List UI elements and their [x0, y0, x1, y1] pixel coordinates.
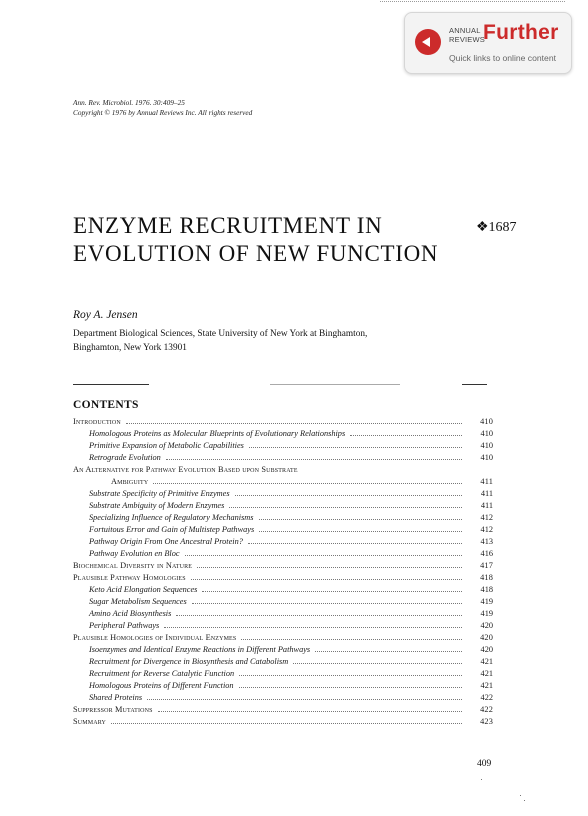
page-number: 409	[477, 759, 492, 769]
toc-entry-title: Keto Acid Elongation Sequences	[89, 585, 198, 594]
author-name: Roy A. Jensen	[73, 309, 138, 321]
toc-entry-title: Recruitment for Reverse Catalytic Function	[89, 669, 235, 678]
toc-entry-title: Introduction	[73, 417, 121, 426]
toc-entry[interactable]	[73, 512, 493, 524]
toc-entry-title: Primitive Expansion of Metabolic Capabilities	[89, 441, 244, 450]
play-arrow-icon	[415, 29, 441, 55]
toc-entry-page: 422	[480, 693, 493, 702]
toc-leader-dots	[185, 555, 462, 556]
toc-entry[interactable]	[73, 452, 493, 464]
toc-leader-dots	[259, 531, 462, 532]
toc-entry-page: 421	[480, 657, 493, 666]
toc-entry-page: 410	[480, 429, 493, 438]
toc-entry[interactable]	[73, 704, 493, 716]
toc-leader-dots	[249, 447, 462, 448]
toc-entry-page: 422	[480, 705, 493, 714]
print-speck	[520, 795, 521, 796]
toc-leader-dots	[229, 507, 462, 508]
toc-entry[interactable]	[73, 668, 493, 680]
toc-entry[interactable]	[73, 464, 493, 476]
toc-entry-title: Homologous Proteins as Molecular Blueprints of Evolutionary Relationships	[89, 429, 346, 438]
separator-rule	[73, 384, 149, 385]
toc-leader-dots	[176, 615, 462, 616]
toc-leader-dots	[197, 567, 462, 568]
copyright-line: Copyright © 1976 by Annual Reviews Inc. All rights reserved	[73, 108, 253, 117]
separator-rule	[270, 384, 400, 385]
toc-entry-title: Retrograde Evolution	[89, 453, 161, 462]
toc-leader-dots	[126, 423, 462, 424]
toc-leader-dots	[293, 663, 462, 664]
toc-leader-dots	[235, 495, 462, 496]
toc-entry-title: Homologous Proteins of Different Function	[89, 681, 234, 690]
toc-entry[interactable]	[73, 584, 493, 596]
toc-leader-dots	[192, 603, 462, 604]
toc-entry-title: Substrate Ambiguity of Modern Enzymes	[89, 501, 225, 510]
toc-leader-dots	[166, 459, 462, 460]
toc-entry[interactable]	[73, 632, 493, 644]
toc-leader-dots	[350, 435, 462, 436]
toc-entry-page: 418	[480, 573, 493, 582]
toc-entry-page: 416	[480, 549, 493, 558]
toc-entry-page: 419	[480, 597, 493, 606]
toc-entry[interactable]	[73, 644, 493, 656]
toc-entry-page: 412	[480, 513, 493, 522]
toc-entry-page: 421	[480, 669, 493, 678]
toc-entry-page: 411	[480, 477, 493, 486]
banner-tagline: Quick links to online content	[449, 53, 557, 63]
toc-leader-dots	[259, 519, 462, 520]
print-speck	[524, 800, 525, 801]
toc-entry-title: Amino Acid Biosynthesis	[89, 609, 172, 618]
toc-entry[interactable]	[73, 560, 493, 572]
toc-leader-dots	[241, 639, 462, 640]
toc-entry-title: Biochemical Diversity in Nature	[73, 561, 193, 570]
toc-entry[interactable]	[73, 488, 493, 500]
toc-entry-title: Fortuitous Error and Gain of Multistep Pathways	[89, 525, 255, 534]
toc-entry-page: 410	[480, 417, 493, 426]
toc-entry[interactable]	[73, 572, 493, 584]
toc-entry[interactable]	[73, 656, 493, 668]
toc-entry-title: Pathway Origin From One Ancestral Protein?	[89, 537, 243, 546]
banner-further-label: Further	[483, 21, 559, 44]
toc-entry-page: 420	[480, 633, 493, 642]
toc-entry[interactable]	[73, 596, 493, 608]
toc-entry[interactable]	[73, 476, 493, 488]
toc-entry-page: 411	[480, 489, 493, 498]
toc-entry-page: 421	[480, 681, 493, 690]
toc-leader-dots	[239, 687, 462, 688]
toc-entry[interactable]	[73, 428, 493, 440]
article-title: ENZYME RECRUITMENT IN EVOLUTION OF NEW FUNCTION	[73, 213, 439, 266]
toc-entry[interactable]	[73, 500, 493, 512]
toc-entry-page: 413	[480, 537, 493, 546]
toc-entry[interactable]	[73, 548, 493, 560]
toc-leader-dots	[202, 591, 462, 592]
toc-entry-page: 418	[480, 585, 493, 594]
toc-entry[interactable]	[73, 716, 493, 728]
toc-entry-title: Substrate Specificity of Primitive Enzymes	[89, 489, 230, 498]
print-speck	[481, 779, 482, 780]
citation-line: Ann. Rev. Microbiol. 1976. 30:409–25	[73, 98, 185, 107]
toc-entry[interactable]	[73, 692, 493, 704]
toc-entry-title: Shared Proteins	[89, 693, 143, 702]
toc-entry-page: 420	[480, 645, 493, 654]
toc-entry-page: 423	[480, 717, 493, 726]
top-dotted-rule	[380, 1, 565, 2]
toc-leader-dots	[111, 723, 462, 724]
toc-entry[interactable]	[73, 536, 493, 548]
toc-entry-title: Pathway Evolution en Bloc	[89, 549, 180, 558]
toc-entry-title: Isoenzymes and Identical Enzyme Reactions in Different Pathways	[89, 645, 311, 654]
article-code: ❖1687	[476, 220, 517, 235]
toc-entry[interactable]	[73, 680, 493, 692]
table-of-contents	[73, 416, 493, 728]
toc-entry-title: Plausible Homologies of Individual Enzymes	[73, 633, 237, 642]
toc-entry-title: Summary	[73, 717, 107, 726]
toc-entry-title: Ambiguity	[111, 477, 149, 486]
toc-entry[interactable]	[73, 524, 493, 536]
toc-entry[interactable]	[73, 416, 493, 428]
toc-leader-dots	[315, 651, 462, 652]
toc-entry-title: Specializing Influence of Regulatory Mechanisms	[89, 513, 254, 522]
toc-entry-title: Sugar Metabolism Sequences	[89, 597, 187, 606]
toc-entry-title: An Alternative for Pathway Evolution Based upon Substrate	[73, 465, 298, 474]
contents-heading: CONTENTS	[73, 399, 139, 411]
toc-entry-page: 417	[480, 561, 493, 570]
toc-entry[interactable]	[73, 608, 493, 620]
toc-leader-dots	[153, 483, 462, 484]
toc-entry-page: 411	[480, 501, 493, 510]
toc-leader-dots	[248, 543, 462, 544]
toc-leader-dots	[158, 711, 462, 712]
annual-reviews-further-banner[interactable]	[404, 12, 572, 74]
toc-entry[interactable]	[73, 440, 493, 452]
toc-leader-dots	[164, 627, 462, 628]
author-affiliation: Department Biological Sciences, State University of New York at Binghamton, Binghamton, New York 13901	[73, 329, 368, 353]
toc-leader-dots	[147, 699, 462, 700]
toc-entry-page: 410	[480, 453, 493, 462]
toc-entry-title: Peripheral Pathways	[89, 621, 160, 630]
toc-leader-dots	[239, 675, 462, 676]
banner-brand: ANNUAL REVIEWS	[449, 26, 485, 44]
toc-entry-page: 419	[480, 609, 493, 618]
toc-entry-title: Suppressor Mutations	[73, 705, 153, 714]
toc-entry-page: 412	[480, 525, 493, 534]
toc-entry-title: Plausible Pathway Homologies	[73, 573, 186, 582]
toc-entry-page: 410	[480, 441, 493, 450]
toc-leader-dots	[191, 579, 462, 580]
toc-entry-title: Recruitment for Divergence in Biosynthesis and Catabolism	[89, 657, 289, 666]
toc-entry-page: 420	[480, 621, 493, 630]
toc-entry[interactable]	[73, 620, 493, 632]
separator-rule	[462, 384, 487, 385]
journal-citation	[73, 98, 252, 118]
